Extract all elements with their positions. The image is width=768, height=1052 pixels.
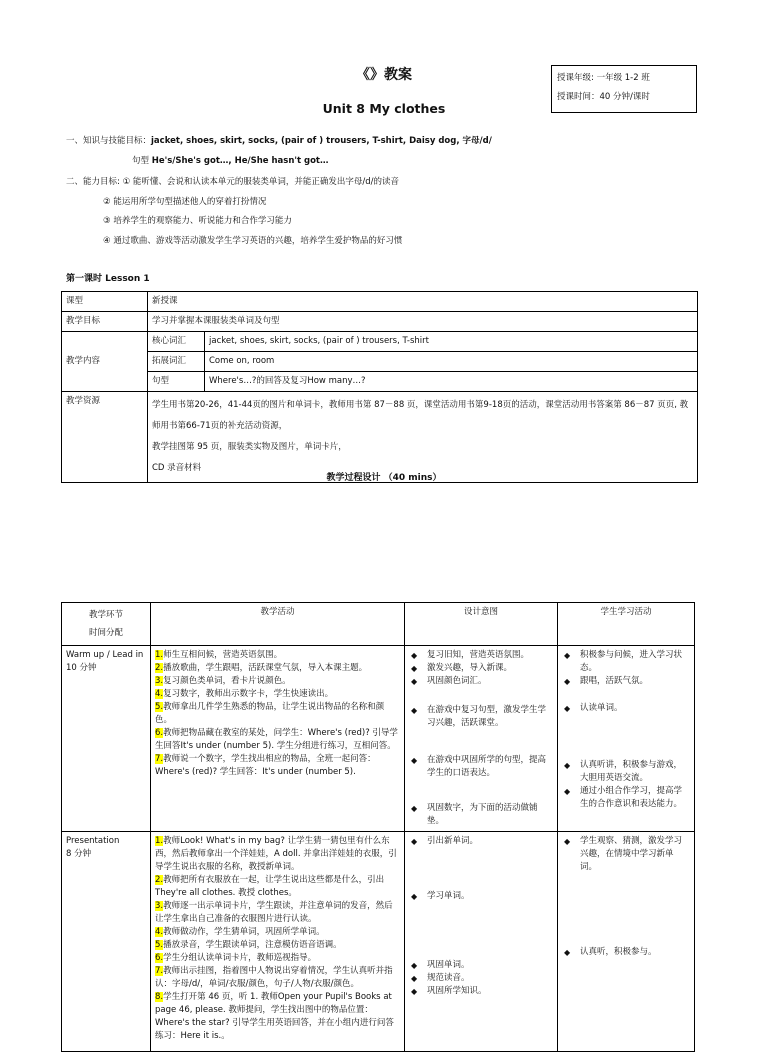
- step-number: 3.: [155, 676, 164, 686]
- step: [155, 688, 400, 701]
- step: [155, 939, 400, 952]
- intent-item: ◆ 巩固单词。: [409, 959, 553, 972]
- procedure-title: 教学过程设计 （40 mins）: [326, 473, 442, 483]
- stage-row: [62, 832, 695, 1052]
- stage-time: 10 分钟: [66, 663, 97, 673]
- stage-name: Warm up / Lead in: [66, 650, 144, 660]
- info-grade: 授课年级: 一年级 1-2 班: [557, 73, 650, 83]
- step-text: 教师Look! What's in my bag? 让学生猜一猜包里有什么东西，然后教师拿出一个洋娃娃，A doll. 并拿出洋娃娃的衣服，引导学生说出衣服的名称，教授新单词。: [155, 836, 397, 872]
- sub-label: 拓展词汇: [148, 352, 205, 372]
- sub-label: 句型: [148, 372, 205, 392]
- step-number: 6.: [155, 953, 164, 963]
- sentences-value: He's/She's got…, He/She hasn't got…: [151, 156, 329, 166]
- class-info-box: [551, 65, 697, 113]
- step-number: 2.: [155, 875, 164, 885]
- step-text: 教师把所有衣服放在一起，让学生说出这些都是什么，引出They're all clothes. 教授 clothes。: [155, 875, 385, 898]
- sub-label: 核心词汇: [148, 332, 205, 352]
- col-header: 教学活动: [151, 603, 405, 646]
- intent-item: ◆ 巩固所学知识。: [409, 985, 553, 998]
- step-number: 3.: [155, 901, 164, 911]
- step-text: 学生打开第 46 页，听 1. 教师Open your Pupil's Books at page 46, please. 教师提问，学生找出图中的物品位置：Where's the star? 引导学生用英语回答，并在小组内进行问答练习：Here it is.。: [155, 992, 394, 1041]
- knowledge-words: jacket, shoes, skirt, socks, (pair of ) trousers, T-shirt, Daisy dog, 字母/d/: [151, 136, 492, 146]
- intent-item: ◆ 引出新单词。: [409, 835, 553, 848]
- intent-cell: [405, 646, 558, 832]
- step-text: 教师逐一出示单词卡片，学生跟读，并注意单词的发音，然后让学生拿出自己准备的衣服图片进行认读。: [155, 901, 393, 924]
- stage-time: 8 分钟: [66, 849, 92, 859]
- student-item: ◆ 认读单词。: [562, 702, 690, 715]
- row-label: 教学目标: [62, 312, 148, 332]
- step: [155, 701, 400, 727]
- lesson-plan-table: [61, 291, 698, 483]
- intent-item: ◆ 巩固数字，为下面的活动做铺垫。: [409, 802, 553, 828]
- step-text: 教师出示挂图，指着图中人物说出穿着情况，学生认真听并指认：字母/d/，单词/衣服/颜色，句子/人物/衣服/颜色。: [155, 966, 393, 989]
- ability-item: ① 能听懂、会说和认读本单元的服装类单词，并能正确发出字母/d/的读音: [122, 177, 400, 187]
- table-row: [62, 372, 698, 392]
- student-item: ◆ 学生观察、猜测，激发学习兴趣，在情境中学习新单词。: [562, 835, 690, 874]
- activity-cell: [151, 646, 405, 832]
- step: [155, 675, 400, 688]
- stage-name: Presentation: [66, 836, 120, 846]
- intent-item: ◆ 学习单词。: [409, 890, 553, 903]
- step-text: 教师做动作，学生猜单词，巩固所学单词。: [163, 927, 325, 937]
- ability-label: 二、能力目标:: [66, 177, 120, 187]
- table-row: [62, 332, 698, 352]
- intent-item: ◆ 规范读音。: [409, 972, 553, 985]
- ability-item: ③ 培养学生的观察能力、听说能力和合作学习能力: [103, 216, 292, 226]
- student-list: [562, 649, 690, 811]
- ability-objective: [66, 175, 399, 187]
- step-number: 8.: [155, 992, 164, 1002]
- step-text: 播放录音，学生跟读单词，注意模仿语音语调。: [163, 940, 342, 950]
- step-number: 4.: [155, 927, 164, 937]
- step: [155, 874, 400, 900]
- step-text: 教师说一个数字，学生找出相应的物品，全班一起问答：Where's (red)? 学生回答：It's under (number 5).: [155, 754, 376, 777]
- student-item: ◆ 认真听，积极参与。: [562, 946, 690, 959]
- step-number: 1.: [155, 836, 164, 846]
- row-label: 教学资源: [62, 392, 148, 483]
- resource-line: 学生用书第20-26，41-44页的图片和单词卡，教师用书第 87－88 页，课堂活动用书第9-18页的活动，课堂活动用书答案第 86－87 页页, 教师用书第66-71页的补充活动资源，: [152, 400, 689, 431]
- header-text: 教学环节 时间分配: [88, 610, 123, 638]
- step: [155, 753, 400, 779]
- step-list: [155, 649, 400, 779]
- step-number: 7.: [155, 754, 164, 764]
- step: [155, 952, 400, 965]
- knowledge-sentences: [132, 154, 329, 166]
- header-row: [62, 603, 695, 646]
- step-list: [155, 835, 400, 1043]
- stage-cell: [62, 832, 151, 1052]
- sub-value: Come on, room: [205, 352, 698, 372]
- student-item: ◆ 跟唱，活跃气氛。: [562, 675, 690, 688]
- student-cell: [558, 832, 695, 1052]
- intent-item: ◆ 在游戏中巩固所学的句型，提高学生的口语表达。: [409, 754, 553, 780]
- step-text: 复习数字，教师出示数字卡，学生快速读出。: [163, 689, 334, 699]
- intent-item: ◆ 复习旧知，营造英语氛围。: [409, 649, 553, 662]
- knowledge-label: 一、知识与技能目标：: [66, 136, 152, 146]
- ability-item: ④ 通过歌曲、游戏等活动激发学生学习英语的兴趣，培养学生爱护物品的好习惯: [103, 236, 403, 246]
- step-text: 复习颜色类单词，看卡片说颜色。: [163, 676, 291, 686]
- unit-title: Unit 8 My clothes: [322, 101, 446, 116]
- col-header: 设计意图: [405, 603, 558, 646]
- step-text: 学生分组认读单词卡片，教师巡视指导。: [163, 953, 317, 963]
- step: [155, 835, 400, 874]
- step-text: 播放歌曲，学生跟唱，活跃课堂气氛，导入本课主题。: [163, 663, 368, 673]
- intent-item: ◆ 在游戏中复习句型，激发学生学习兴趣，活跃课堂。: [409, 704, 553, 730]
- step: [155, 991, 400, 1043]
- row-value: 新授课: [148, 292, 698, 312]
- lesson-label: 第一课时 Lesson 1: [66, 274, 150, 284]
- step-text: 师生互相问候，营造英语氛围。: [163, 650, 283, 660]
- step: [155, 727, 400, 753]
- student-list: [562, 835, 690, 959]
- step: [155, 900, 400, 926]
- step-number: 5.: [155, 702, 164, 712]
- step: [155, 649, 400, 662]
- table-row: [62, 352, 698, 372]
- row-label: 课型: [62, 292, 148, 312]
- col-header: 学生学习活动: [558, 603, 695, 646]
- intent-item: ◆ 巩固颜色词汇。: [409, 675, 553, 688]
- info-time: 授课时间：40 分钟/课时: [557, 92, 650, 102]
- step-number: 7.: [155, 966, 164, 976]
- resource-line: CD 录音材料: [152, 463, 202, 473]
- step: [155, 662, 400, 675]
- step: [155, 926, 400, 939]
- row-value: [148, 392, 698, 483]
- table-row: [62, 292, 698, 312]
- step-number: 2.: [155, 663, 164, 673]
- intent-item: ◆ 激发兴趣，导入新课。: [409, 662, 553, 675]
- stage-cell: [62, 646, 151, 832]
- student-item: ◆ 通过小组合作学习，提高学生的合作意识和表达能力。: [562, 785, 690, 811]
- col-header: [62, 603, 151, 646]
- table-row: [62, 312, 698, 332]
- student-item: ◆ 认真听讲，积极参与游戏，大胆用英语交流。: [562, 759, 690, 785]
- step-number: 4.: [155, 689, 164, 699]
- activity-cell: [151, 832, 405, 1052]
- document-title: 《》教案: [356, 67, 412, 83]
- step: [155, 965, 400, 991]
- student-item: ◆ 积极参与问候，进入学习状态。: [562, 649, 690, 675]
- procedure-table: [61, 602, 695, 1052]
- student-cell: [558, 646, 695, 832]
- step-number: 5.: [155, 940, 164, 950]
- intent-list: [409, 649, 553, 828]
- resource-line: 教学挂图第 95 页，服装类实物及图片，单词卡片，: [152, 442, 347, 452]
- knowledge-objective: [66, 134, 492, 146]
- step-text: 教师拿出几件学生熟悉的物品，让学生说出物品的名称和颜色。: [155, 702, 385, 725]
- stage-row: [62, 646, 695, 832]
- intent-list: [409, 835, 553, 998]
- row-label: 教学内容: [62, 332, 148, 392]
- ability-item: ② 能运用所学句型描述他人的穿着打扮情况: [103, 197, 267, 207]
- step-number: 6.: [155, 728, 164, 738]
- step-text: 教师把物品藏在教室的某处，问学生：Where's (red)? 引导学生回答It's under (number 5). 学生分组进行练习，互相问答。: [155, 728, 398, 751]
- row-value: 学习并掌握本课服装类单词及句型: [148, 312, 698, 332]
- sub-value: jacket, shoes, skirt, socks, (pair of ) trousers, T-shirt: [205, 332, 698, 352]
- table-row: [62, 392, 698, 483]
- sentences-label: 句型: [132, 156, 150, 166]
- step-number: 1.: [155, 650, 164, 660]
- intent-cell: [405, 832, 558, 1052]
- sub-value: Where's…?的回答及复习How many…?: [205, 372, 698, 392]
